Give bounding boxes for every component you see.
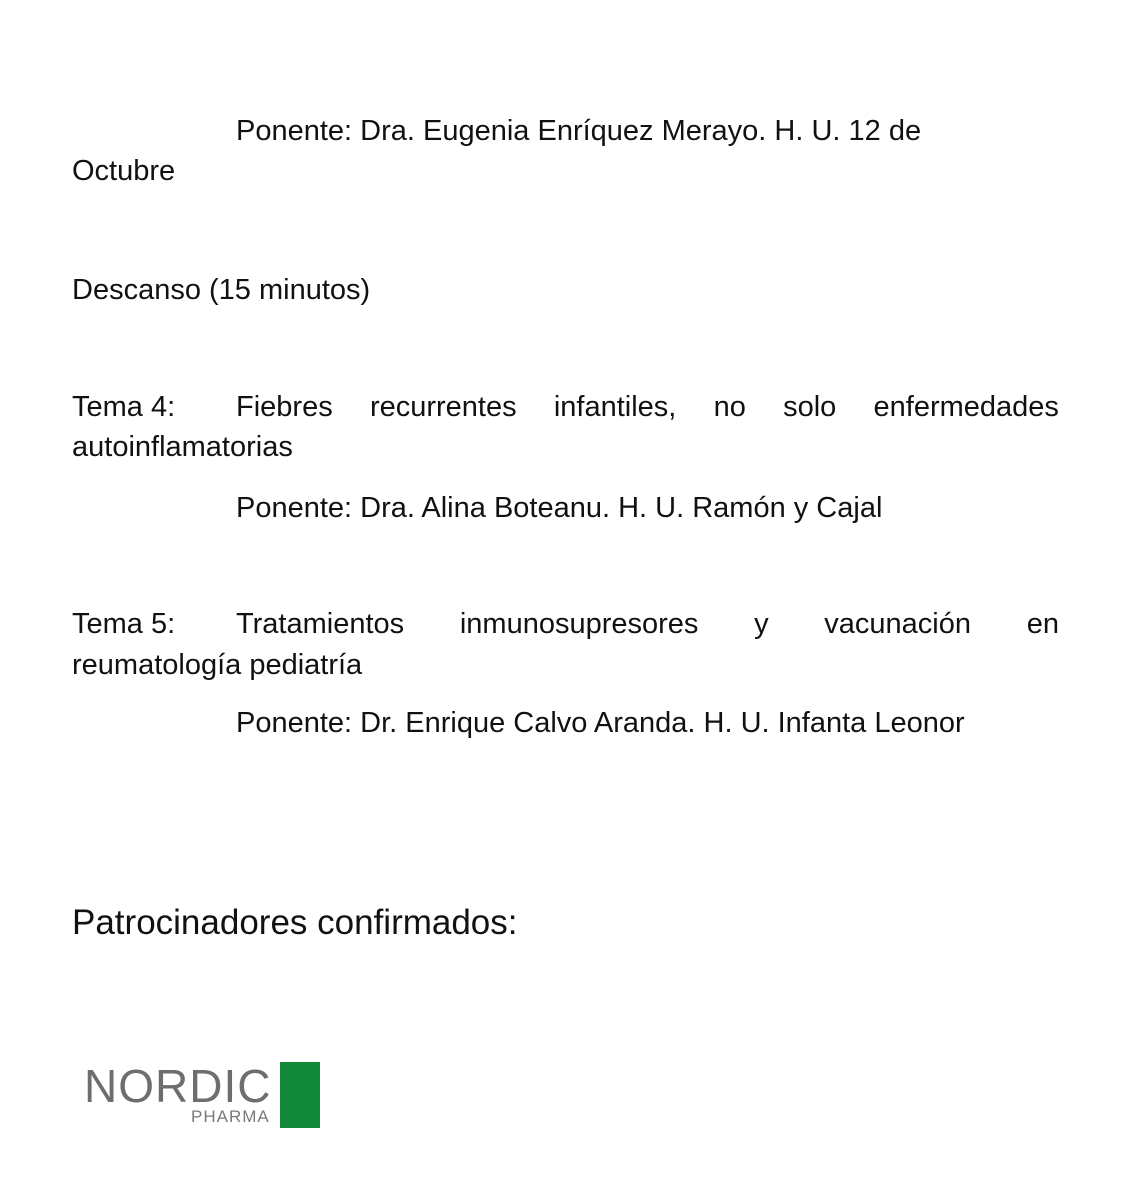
logo-name: NORDIC xyxy=(84,1060,272,1112)
tema5-title-line1 xyxy=(72,604,1059,644)
tema4-word: infantiles, xyxy=(553,391,677,423)
tema5-word: vacunación xyxy=(824,608,972,640)
nordic-pharma-logo xyxy=(84,1062,324,1132)
tema5-word: Tratamientos xyxy=(236,608,405,640)
tema5-title-line2: reumatología pediatría xyxy=(72,649,363,681)
tema5-word: y xyxy=(754,608,769,640)
tema4-ponente: Ponente: Dra. Alina Boteanu. H. U. Ramón y Cajal xyxy=(236,492,883,524)
tema4-title-line1 xyxy=(72,387,1059,427)
logo-square-icon xyxy=(280,1062,320,1128)
tema4-title-line2: autoinflamatorias xyxy=(72,431,293,463)
tema4-word: recurrentes xyxy=(369,391,517,423)
tema4-word: solo xyxy=(783,391,837,423)
tema5-ponente: Ponente: Dr. Enrique Calvo Aranda. H. U. Infanta Leonor xyxy=(236,707,965,739)
tema5-word: en xyxy=(1026,608,1059,640)
tema5-label: Tema 5: xyxy=(72,608,176,640)
ponente-prev-line2: Octubre xyxy=(72,155,176,187)
tema4-title-words xyxy=(236,387,1059,427)
tema4-word: enfermedades xyxy=(873,391,1059,423)
tema5-word: inmunosupresores xyxy=(459,608,699,640)
tema4-word: Fiebres xyxy=(236,391,333,423)
logo-subtitle: PHARMA xyxy=(191,1107,270,1126)
ponente-prev-line1: Ponente: Dra. Eugenia Enríquez Merayo. H. U. 12 de xyxy=(236,115,922,147)
sponsors-heading: Patrocinadores confirmados: xyxy=(72,903,518,942)
descanso-text: Descanso (15 minutos) xyxy=(72,274,371,306)
tema4-word: no xyxy=(713,391,746,423)
tema5-title-words xyxy=(236,604,1059,644)
tema4-label: Tema 4: xyxy=(72,391,176,423)
